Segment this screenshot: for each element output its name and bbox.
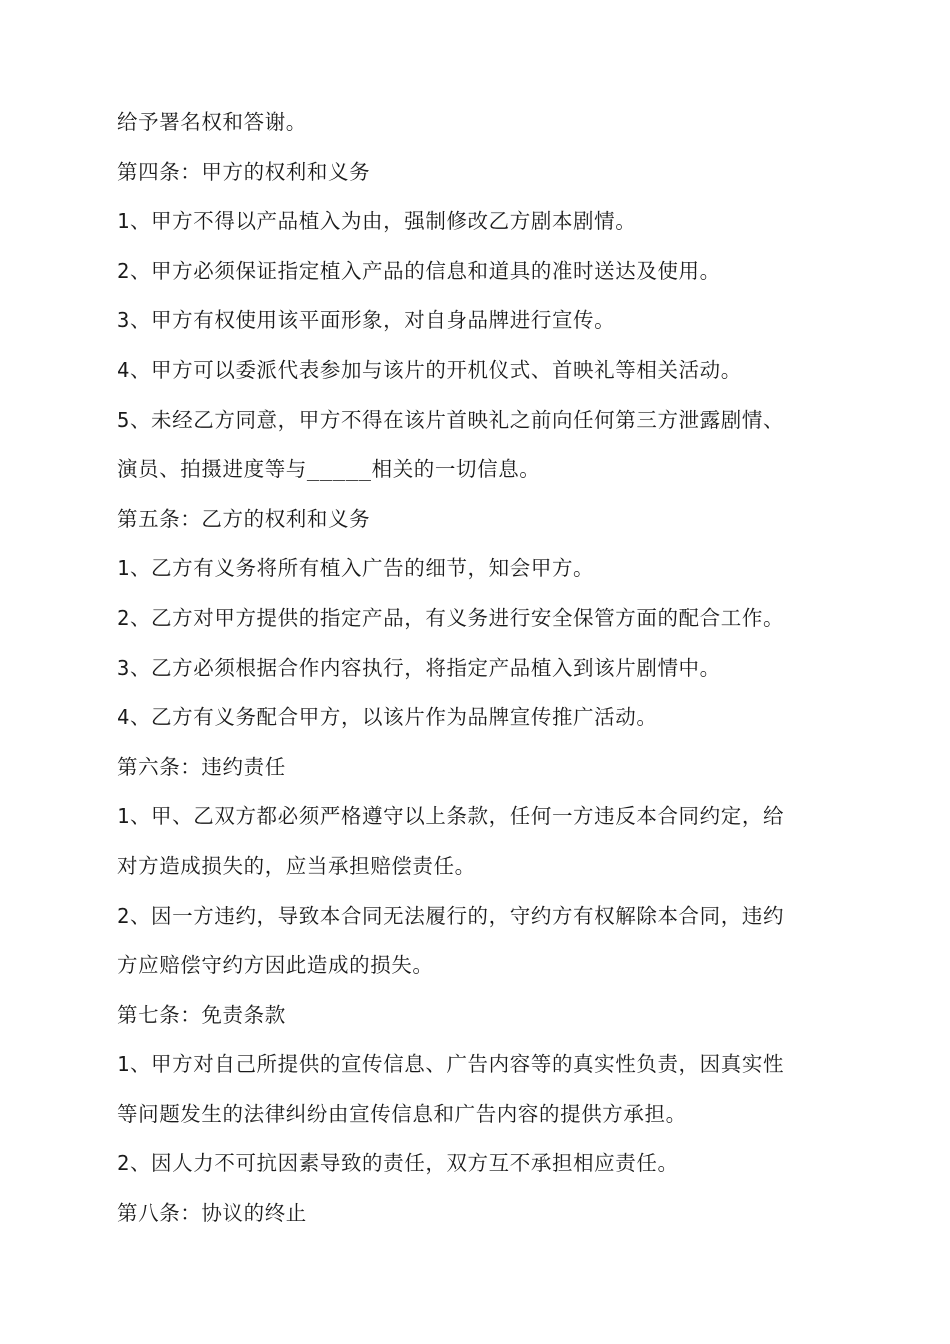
text-line: 3、甲方有权使用该平面形象，对自身品牌进行宣传。: [117, 308, 616, 333]
section-heading: 第五条：乙方的权利和义务: [117, 506, 371, 531]
text-line: 2、乙方对甲方提供的指定产品，有义务进行安全保管方面的配合工作。: [117, 605, 785, 630]
text-line: 1、甲方对自己所提供的宣传信息、广告内容等的真实性负责，因真实性: [117, 1052, 785, 1077]
section-heading: 第八条：协议的终止: [117, 1201, 307, 1226]
text-line: 2、因人力不可抗因素导致的责任，双方互不承担相应责任。: [117, 1151, 679, 1176]
text-line: 4、甲方可以委派代表参加与该片的开机仪式、首映礼等相关活动。: [117, 357, 742, 382]
text-line: 3、乙方必须根据合作内容执行，将指定产品植入到该片剧情中。: [117, 655, 721, 680]
text-line: 给予署名权和答谢。: [117, 110, 307, 134]
text-line: 1、甲方不得以产品植入为由，强制修改乙方剧本剧情。: [117, 209, 637, 234]
text-line: 2、因一方违约，导致本合同无法履行的，守约方有权解除本合同，违约: [117, 903, 785, 928]
text-line: 对方造成损失的，应当承担赔偿责任。: [117, 853, 476, 878]
section-heading: 第七条：免责条款: [117, 1002, 286, 1027]
text-line: 方应赔偿守约方因此造成的损失。: [117, 953, 434, 978]
text-line: 等问题发生的法律纠纷由宣传信息和广告内容的提供方承担。: [117, 1101, 687, 1126]
contract-body: [117, 98, 839, 1239]
text-line: 1、甲、乙双方都必须严格遵守以上条款，任何一方违反本合同约定，给: [117, 804, 785, 829]
text-line: 1、乙方有义务将所有植入广告的细节，知会甲方。: [117, 556, 595, 581]
text-line: 2、甲方必须保证指定植入产品的信息和道具的准时送达及使用。: [117, 258, 721, 283]
text-line: 5、未经乙方同意，甲方不得在该片首映礼之前向任何第三方泄露剧情、: [117, 407, 785, 432]
section-heading: 第六条：违约责任: [117, 754, 286, 779]
text-line: 4、乙方有义务配合甲方，以该片作为品牌宣传推广活动。: [117, 705, 658, 730]
text-line: 演员、拍摄进度等与_____相关的一切信息。: [117, 457, 541, 482]
section-heading: 第四条：甲方的权利和义务: [117, 159, 371, 184]
